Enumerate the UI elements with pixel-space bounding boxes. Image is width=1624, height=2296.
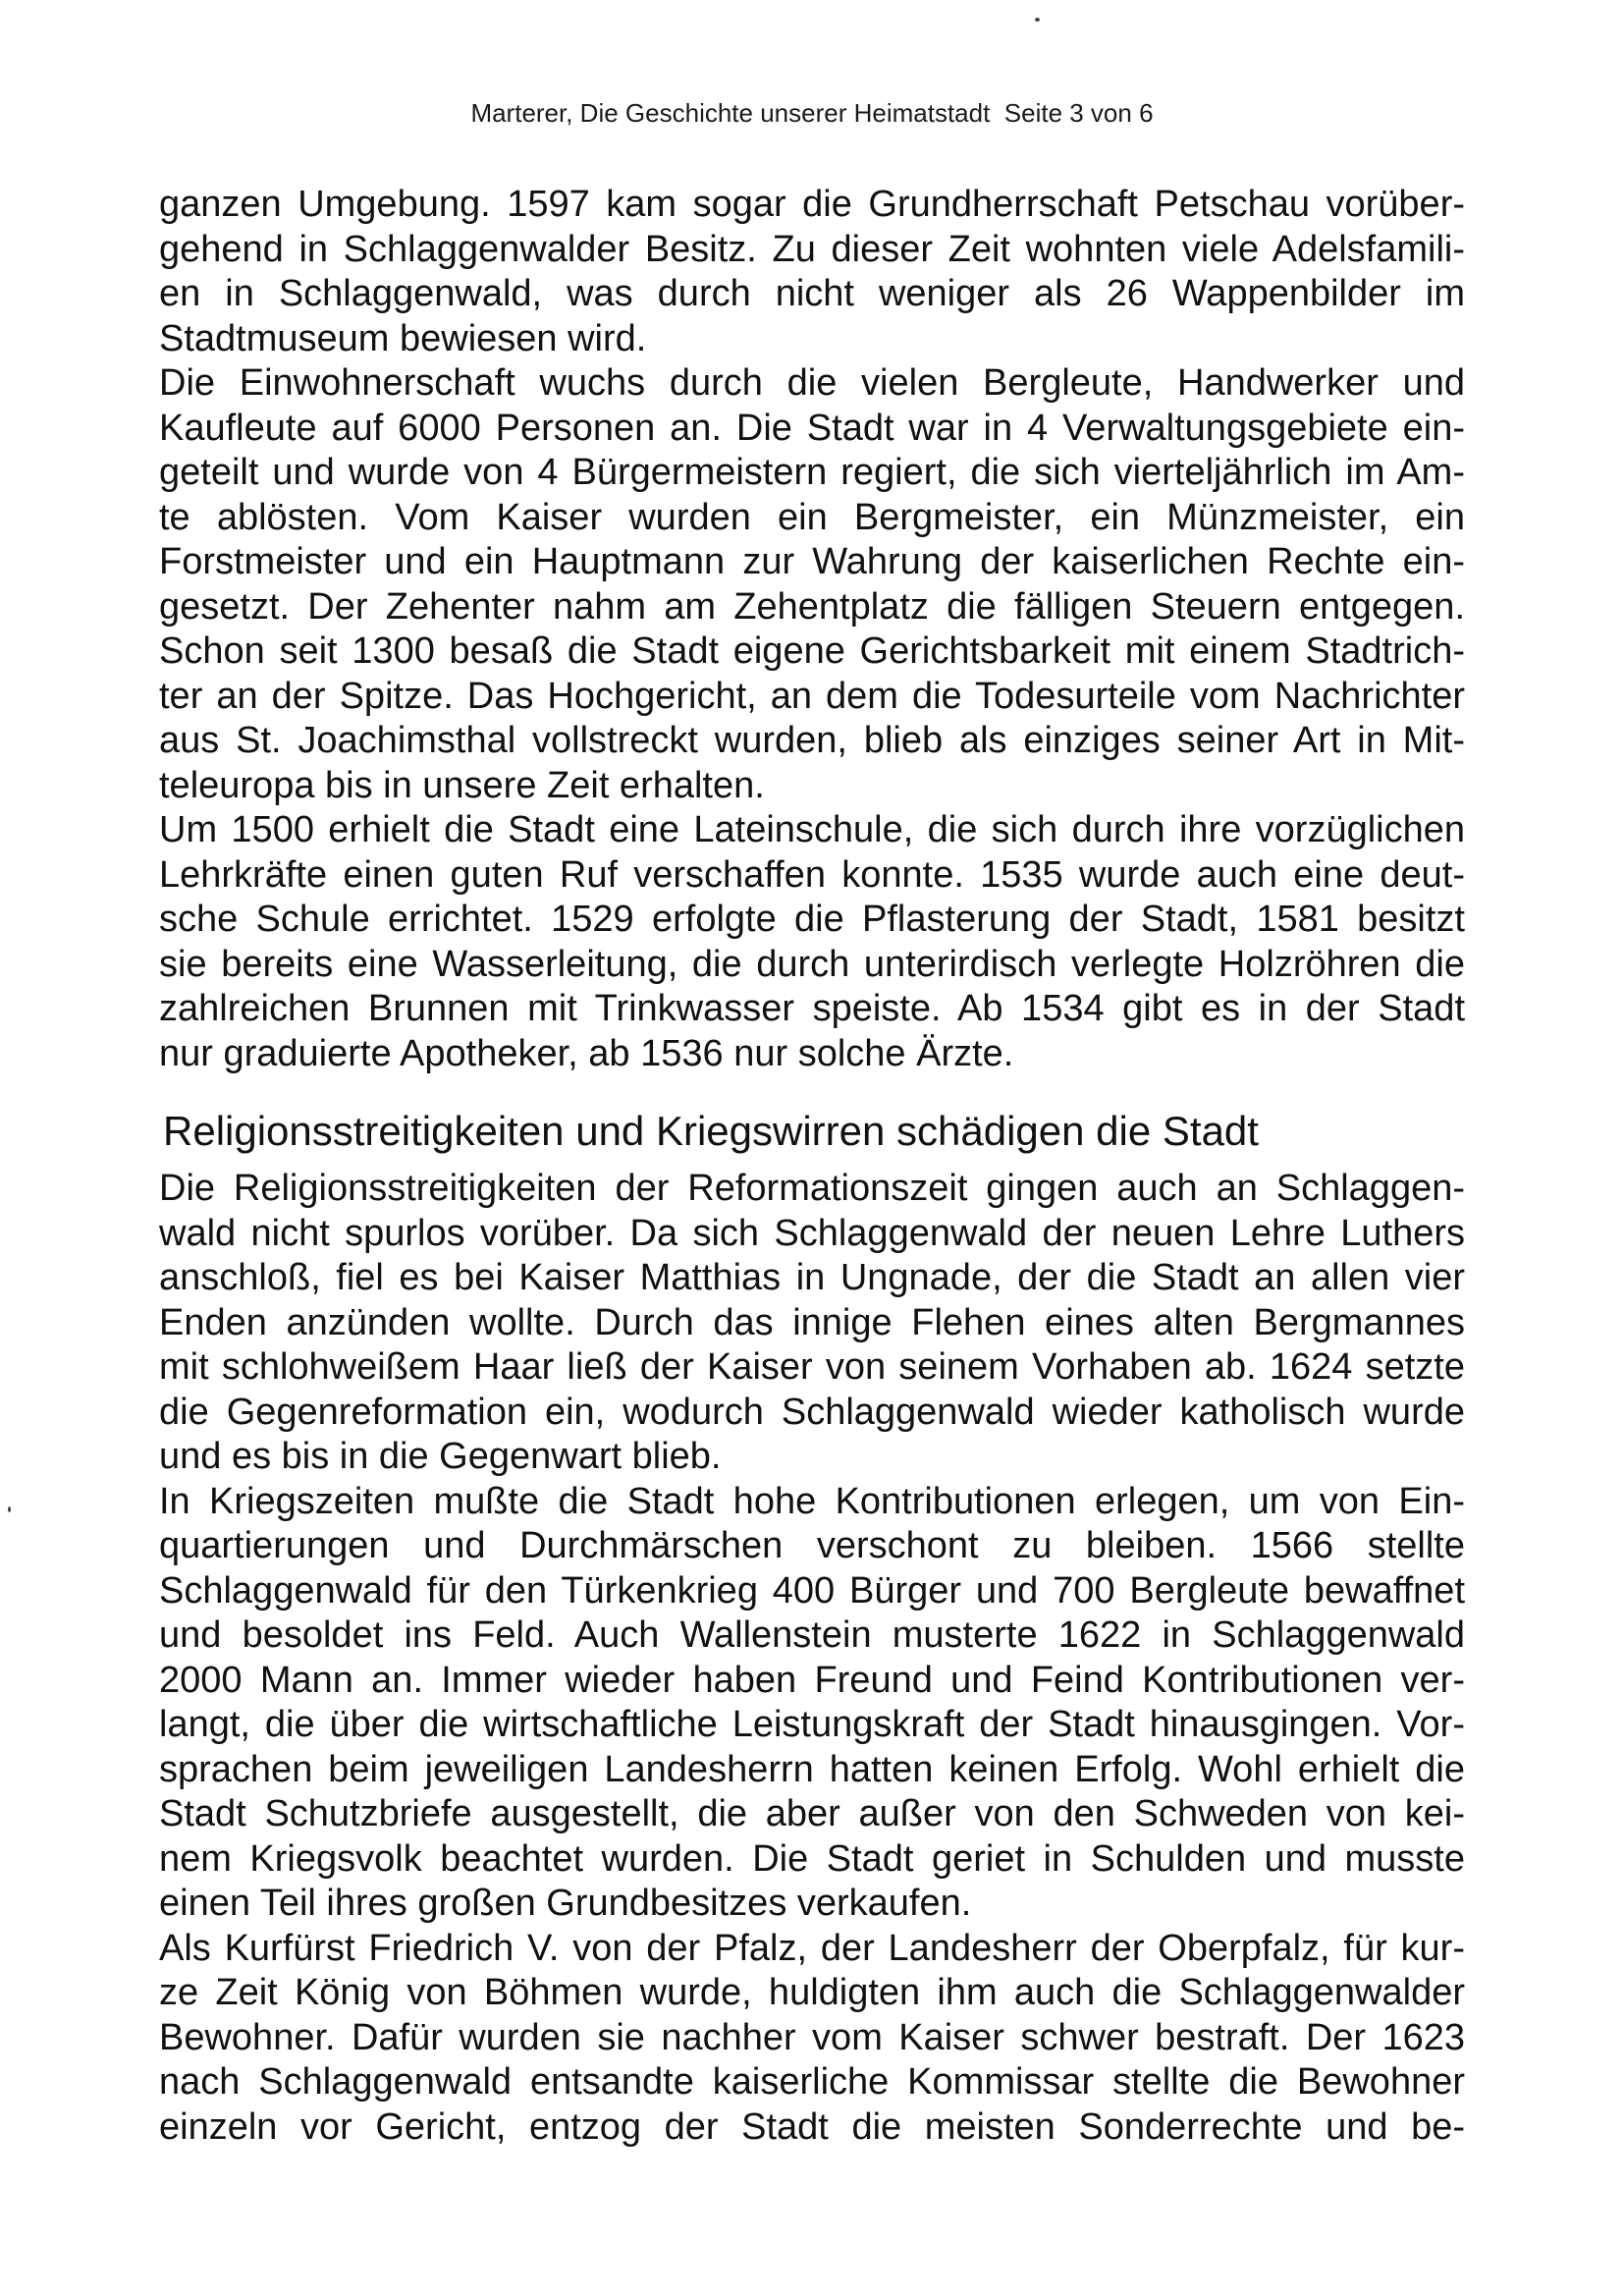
body-text-block [159,183,1465,1076]
text-line: Um 1500 erhielt die Stadt eine Lateinschule, die sich durch ihre vorzüglichen [159,809,1465,850]
text-line: Schon seit 1300 besaß die Stadt eigene Gerichtsbarkeit mit einem Stadtrich- [159,630,1465,672]
text-line: Stadtmuseum bewiesen wird. [159,317,647,359]
scan-speck [8,1506,11,1512]
text-line: ter an der Spitze. Das Hochgericht, an dem die Todesurteile vom Nachrichter [159,675,1465,717]
page-number: Seite 3 von 6 [1003,98,1154,128]
text-line: Bewohner. Dafür wurden sie nachher vom Kaiser schwer bestraft. Der 1623 [159,2016,1465,2058]
text-line: und besoldet ins Feld. Auch Wallenstein musterte 1622 in Schlaggenwald [159,1614,1465,1656]
text-line: sie bereits eine Wasserleitung, die durch unterirdisch verlegte Holzröhren die [159,943,1465,985]
text-line: 2000 Mann an. Immer wieder haben Freund und Feind Kontributionen ver- [159,1659,1465,1701]
text-line: sche Schule errichtet. 1529 erfolgte die Pflasterung der Stadt, 1581 besitzt [159,899,1465,940]
text-line: Forstmeister und ein Hauptmann zur Wahrung der kaiserlichen Rechte ein- [159,541,1465,582]
text-line: mit schlohweißem Haar ließ der Kaiser von seinem Vorhaben ab. 1624 setzte [159,1346,1465,1388]
text-line: quartierungen und Durchmärschen verschont zu bleiben. 1566 stellte [159,1525,1465,1566]
header-title: Marterer, Die Geschichte unserer Heimatstadt [470,98,991,128]
text-line: te ablösten. Vom Kaiser wurden ein Bergmeister, ein Münzmeister, ein [159,496,1465,538]
text-line: einzeln vor Gericht, entzog der Stadt die meisten Sonderrechte und be- [159,2105,1465,2148]
page-header [0,98,1624,129]
text-line: gesetzt. Der Zehenter nahm am Zehentplatz die fälligen Steuern entgegen. [159,585,1465,628]
body-text-block [159,1167,1465,2150]
text-line: zahlreichen Brunnen mit Trinkwasser speiste. Ab 1534 gibt es in der Stadt [159,988,1465,1029]
text-line: Als Kurfürst Friedrich V. von der Pfalz, der Landesherr der Oberpfalz, für kur- [159,1927,1465,1969]
text-line: einen Teil ihres großen Grundbesitzes verkaufen. [159,1883,972,1924]
text-line: geteilt und wurde von 4 Bürgermeistern regiert, die sich vierteljährlich im Am- [159,452,1465,493]
text-line: Lehrkräfte einen guten Ruf verschaffen konnte. 1535 wurde auch eine deut- [159,853,1465,896]
text-line: Die Einwohnerschaft wuchs durch die vielen Bergleute, Handwerker und [159,362,1465,404]
scan-speck [1035,18,1040,22]
text-line: teleuropa bis in unsere Zeit erhalten. [159,764,765,806]
text-line: langt, die über die wirtschaftliche Leistungskraft der Stadt hinausgingen. Vor- [159,1704,1465,1745]
text-line: Die Religionsstreitigkeiten der Reformationszeit gingen auch an Schlaggen- [159,1168,1465,1209]
section-heading: Religionsstreitigkeiten und Kriegswirren schädigen die Stadt [163,1108,1259,1154]
text-line: die Gegenreformation ein, wodurch Schlaggenwald wieder katholisch wurde [159,1391,1465,1433]
text-line: Schlaggenwald für den Türkenkrieg 400 Bürger und 700 Bergleute bewaffnet [159,1569,1465,1612]
text-line: en in Schlaggenwald, was durch nicht weniger als 26 Wappenbilder im [159,273,1465,314]
text-line: nem Kriegsvolk beachtet wurden. Die Stadt geriet in Schulden und musste [159,1837,1465,1880]
text-line: ze Zeit König von Böhmen wurde, huldigten ihm auch die Schlaggenwalder [159,1972,1465,2013]
text-line: anschloß, fiel es bei Kaiser Matthias in Ungnade, der die Stadt an allen vier [159,1257,1465,1298]
text-line: Stadt Schutzbriefe ausgestellt, die aber außer von den Schweden von kei- [159,1793,1465,1834]
text-line: In Kriegszeiten mußte die Stadt hohe Kontributionen erlegen, um von Ein- [159,1480,1465,1522]
text-line: wald nicht spurlos vorüber. Da sich Schlaggenwald der neuen Lehre Luthers [159,1212,1465,1254]
text-line: ganzen Umgebung. 1597 kam sogar die Grundherrschaft Petschau vorüber- [159,184,1465,225]
text-line: nur graduierte Apotheker, ab 1536 nur solche Ärzte. [159,1032,1014,1074]
text-line: gehend in Schlaggenwalder Besitz. Zu dieser Zeit wohnten viele Adelsfamili- [159,228,1465,270]
text-line: und es bis in die Gegenwart blieb. [159,1436,722,1477]
text-line: Kaufleute auf 6000 Personen an. Die Stadt war in 4 Verwaltungsgebiete ein- [159,407,1465,449]
text-line: aus St. Joachimsthal vollstreckt wurden, blieb als einziges seiner Art in Mit- [159,720,1465,761]
text-line: sprachen beim jeweiligen Landesherrn hatten keinen Erfolg. Wohl erhielt die [159,1748,1465,1790]
text-line: Enden anzünden wollte. Durch das innige Flehen eines alten Bergmannes [159,1301,1465,1343]
text-line: nach Schlaggenwald entsandte kaiserliche Kommissar stellte die Bewohner [159,2061,1465,2103]
